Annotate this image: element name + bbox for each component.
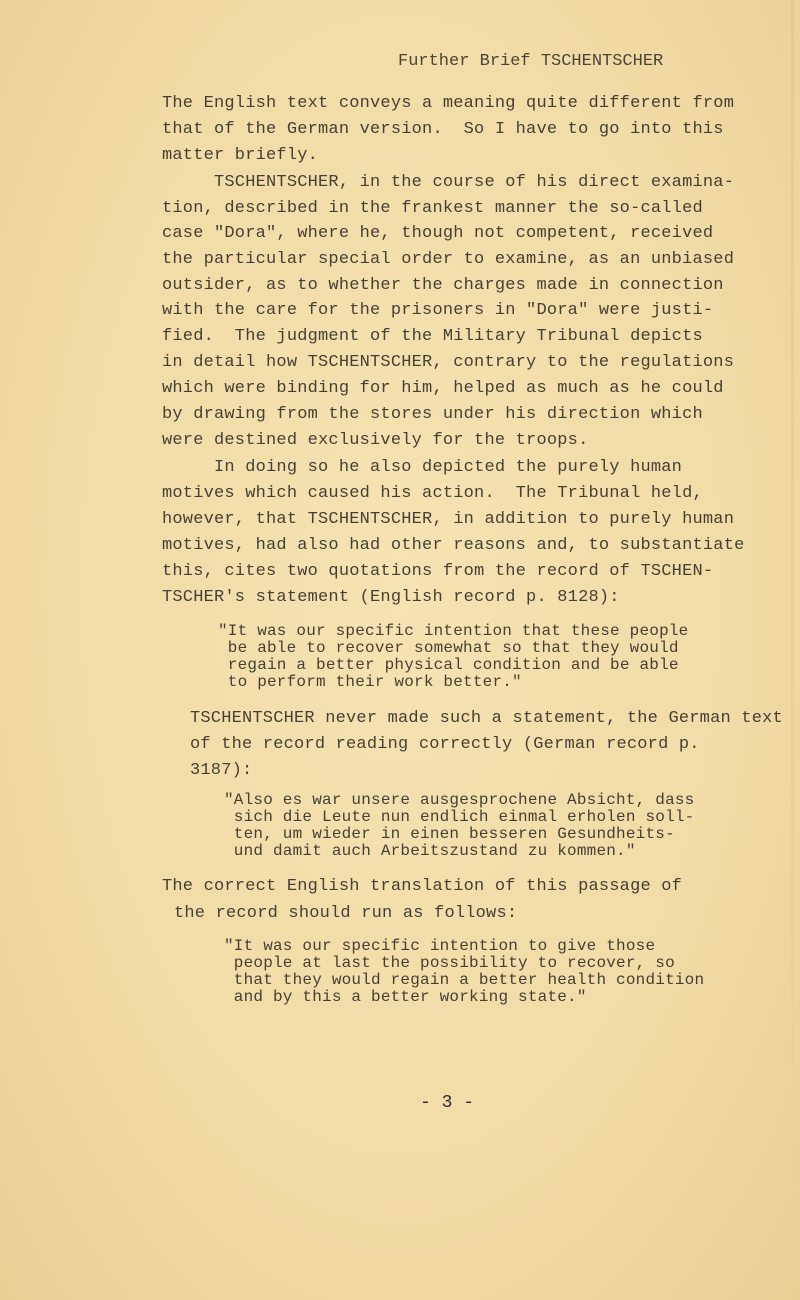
p2-line-2: tion, described in the frankest manner the so-called — [162, 199, 703, 218]
p5-line-2: the record should run as follows: — [174, 904, 518, 923]
quote2-line-4: und damit auch Arbeitszustand zu kommen." — [224, 842, 636, 860]
p2-line-6: with the care for the prisoners in "Dora" were justi- — [162, 301, 714, 320]
quote1-line-1: "It was our specific intention that these people — [218, 622, 689, 640]
quote2-line-2: sich die Leute nun endlich einmal erholen soll- — [224, 808, 695, 826]
page-number: - 3 - — [420, 1093, 475, 1113]
quote3-line-3: that they would regain a better health condition — [224, 971, 705, 989]
p2-line-8: in detail how TSCHENTSCHER, contrary to the regulations — [162, 353, 735, 372]
p2-line-10: by drawing from the stores under his direction which — [162, 405, 703, 424]
p4-line-2: of the record reading correctly (German record p. — [190, 735, 700, 754]
p4-line-1: TSCHENTSCHER never made such a statement, the German text — [190, 709, 783, 728]
p1-line-2: that of the German version. So I have to go into this — [162, 120, 724, 139]
quote3-line-4: and by this a better working state." — [224, 988, 587, 1006]
p2-line-4: the particular special order to examine, as an unbiased — [162, 250, 735, 269]
p1-line-3: matter briefly. — [162, 146, 319, 165]
quote2-line-3: ten, um wieder in einen besseren Gesundheits- — [224, 825, 675, 843]
p3-line-4: motives, had also had other reasons and, to substantiate — [162, 536, 745, 555]
p3-line-2: motives which caused his action. The Tribunal held, — [162, 484, 703, 503]
quote3-line-2: people at last the possibility to recover, so — [224, 954, 675, 972]
quote1-line-4: to perform their work better." — [218, 673, 522, 691]
quote2-line-1: "Also es war unsere ausgesprochene Absicht, dass — [224, 791, 695, 809]
quote3-line-1: "It was our specific intention to give those — [224, 937, 656, 955]
p2-line-9: which were binding for him, helped as much as he could — [162, 379, 724, 398]
quote1-line-2: be able to recover somewhat so that they would — [218, 639, 679, 657]
p2-line-1: TSCHENTSCHER, in the course of his direct examina- — [162, 173, 735, 192]
page-edge-shadow — [791, 0, 794, 1300]
p3-line-1: In doing so he also depicted the purely human — [162, 458, 683, 477]
p2-line-5: outsider, as to whether the charges made in connection — [162, 276, 724, 295]
p5-line-1: The correct English translation of this passage of — [162, 877, 683, 896]
p2-line-7: fied. The judgment of the Military Tribunal depicts — [162, 327, 703, 346]
p3-line-5: this, cites two quotations from the record of TSCHEN- — [162, 562, 714, 581]
quote1-line-3: regain a better physical condition and be able — [218, 656, 679, 674]
p3-line-6: TSCHER's statement (English record p. 8128): — [162, 588, 620, 607]
p2-line-11: were destined exclusively for the troops. — [162, 431, 589, 450]
p4-line-3: 3187): — [190, 761, 253, 780]
p3-line-3: however, that TSCHENTSCHER, in addition to purely human — [162, 510, 735, 529]
p1-line-1: The English text conveys a meaning quite different from — [162, 94, 735, 113]
p2-line-3: case "Dora", where he, though not competent, received — [162, 224, 714, 243]
page-header: Further Brief TSCHENTSCHER — [398, 52, 664, 71]
